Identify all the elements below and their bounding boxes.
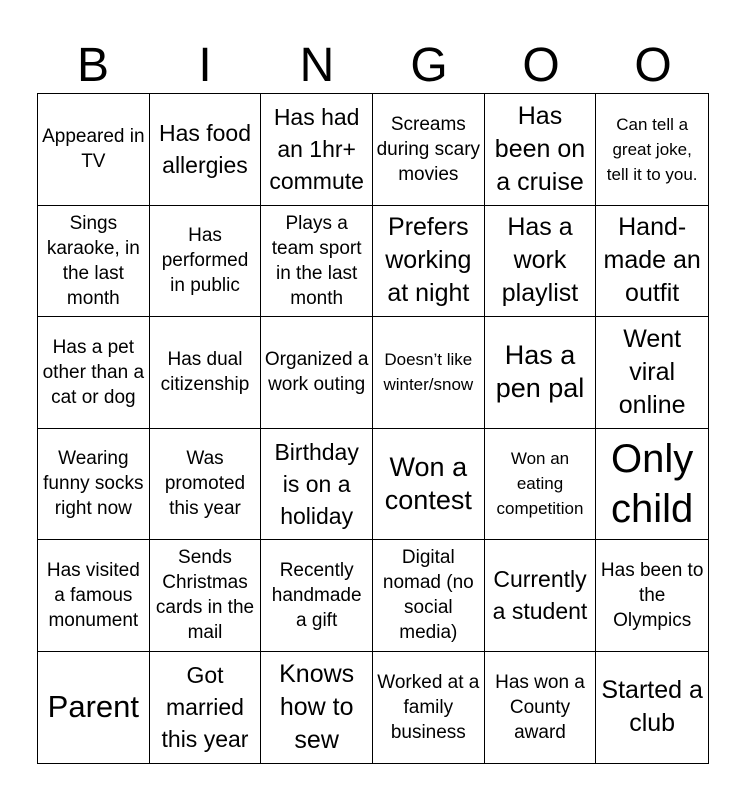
bingo-cell[interactable] [596, 317, 708, 429]
bingo-cell[interactable] [596, 206, 708, 318]
cell-text: Recently handmade a gift [271, 559, 362, 631]
bingo-cell[interactable] [150, 540, 262, 652]
cell-text: Has had an 1hr+ commute [269, 104, 364, 195]
bingo-cell[interactable] [38, 540, 150, 652]
header-letter-o-2: O [634, 39, 672, 92]
cell-text: Has a work playlist [501, 213, 579, 308]
header-letter-n: N [299, 39, 335, 92]
cell-text: Has a pet other than a cat or dog [42, 336, 145, 408]
bingo-board [37, 93, 709, 764]
header-letter-i: I [198, 39, 212, 92]
cell-text: Appeared in TV [42, 126, 145, 173]
cell-text: Plays a team sport in the last month [271, 212, 362, 309]
cell-text: Went viral online [618, 324, 686, 419]
bingo-header [37, 38, 709, 93]
bingo-cell[interactable] [373, 317, 485, 429]
bingo-cell[interactable] [373, 540, 485, 652]
cell-text: Parent [47, 689, 139, 725]
bingo-cell[interactable] [485, 540, 597, 652]
cell-text: Screams during scary movies [376, 113, 481, 185]
bingo-cell[interactable] [261, 94, 373, 206]
cell-text: Prefers working at night [385, 213, 472, 308]
bingo-cell[interactable] [485, 652, 597, 764]
cell-text: Wearing funny socks right now [43, 448, 144, 520]
bingo-cell[interactable] [150, 317, 262, 429]
cell-text: Has food allergies [158, 120, 252, 179]
cell-text: Has been on a cruise [494, 101, 586, 196]
cell-text: Has performed in public [161, 225, 249, 297]
cell-text: Has won a County award [495, 671, 585, 743]
bingo-cell[interactable] [485, 206, 597, 318]
bingo-cell[interactable] [261, 652, 373, 764]
cell-text: Won an eating competition [496, 449, 584, 519]
cell-text: Knows how to sew [279, 659, 355, 754]
cell-text: Was promoted this year [164, 448, 246, 520]
cell-text: Started a club [601, 676, 703, 738]
cell-text: Sends Christmas cards in the mail [155, 547, 255, 644]
bingo-cell[interactable] [373, 652, 485, 764]
bingo-cell[interactable] [38, 317, 150, 429]
cell-text: Hand-made an outfit [603, 213, 701, 308]
bingo-cell[interactable] [485, 94, 597, 206]
bingo-cell[interactable] [485, 429, 597, 541]
bingo-cell[interactable] [373, 206, 485, 318]
bingo-cell[interactable] [261, 206, 373, 318]
bingo-cell[interactable] [261, 429, 373, 541]
cell-text: Has dual citizenship [160, 349, 250, 396]
header-letter-g: G [410, 39, 448, 92]
cell-text: Has been to the Olympics [600, 559, 704, 631]
cell-text: Has a pen pal [495, 340, 585, 404]
bingo-cell[interactable] [373, 94, 485, 206]
cell-text: Currently a student [492, 566, 588, 625]
bingo-cell[interactable] [38, 206, 150, 318]
cell-text: Can tell a great joke, tell it to you. [606, 114, 698, 184]
cell-text: Has visited a famous monument [46, 559, 140, 631]
bingo-cell[interactable] [261, 540, 373, 652]
bingo-cell[interactable] [596, 652, 708, 764]
bingo-cell[interactable] [596, 429, 708, 541]
bingo-cell[interactable] [150, 206, 262, 318]
cell-text: Doesn’t like winter/snow [383, 350, 474, 395]
bingo-cell[interactable] [596, 540, 708, 652]
bingo-cell[interactable] [38, 429, 150, 541]
bingo-cell[interactable] [38, 652, 150, 764]
cell-text: Only child [611, 436, 694, 531]
bingo-cell[interactable] [150, 652, 262, 764]
cell-text: Sings karaoke, in the last month [46, 212, 140, 309]
bingo-cell[interactable] [485, 317, 597, 429]
cell-text: Won a contest [384, 451, 472, 515]
cell-text: Organized a work outing [264, 349, 369, 396]
bingo-cell[interactable] [596, 94, 708, 206]
bingo-cell[interactable] [261, 317, 373, 429]
bingo-cell[interactable] [150, 429, 262, 541]
cell-text: Digital nomad (no social media) [382, 547, 474, 644]
cell-text: Birthday is on a holiday [274, 438, 359, 529]
cell-text: Got married this year [161, 662, 249, 753]
bingo-cell[interactable] [373, 429, 485, 541]
bingo-cell[interactable] [38, 94, 150, 206]
header-letter-o: O [522, 39, 560, 92]
cell-text: Worked at a family business [377, 671, 480, 743]
header-letter-b: B [76, 39, 109, 92]
bingo-cell[interactable] [150, 94, 262, 206]
